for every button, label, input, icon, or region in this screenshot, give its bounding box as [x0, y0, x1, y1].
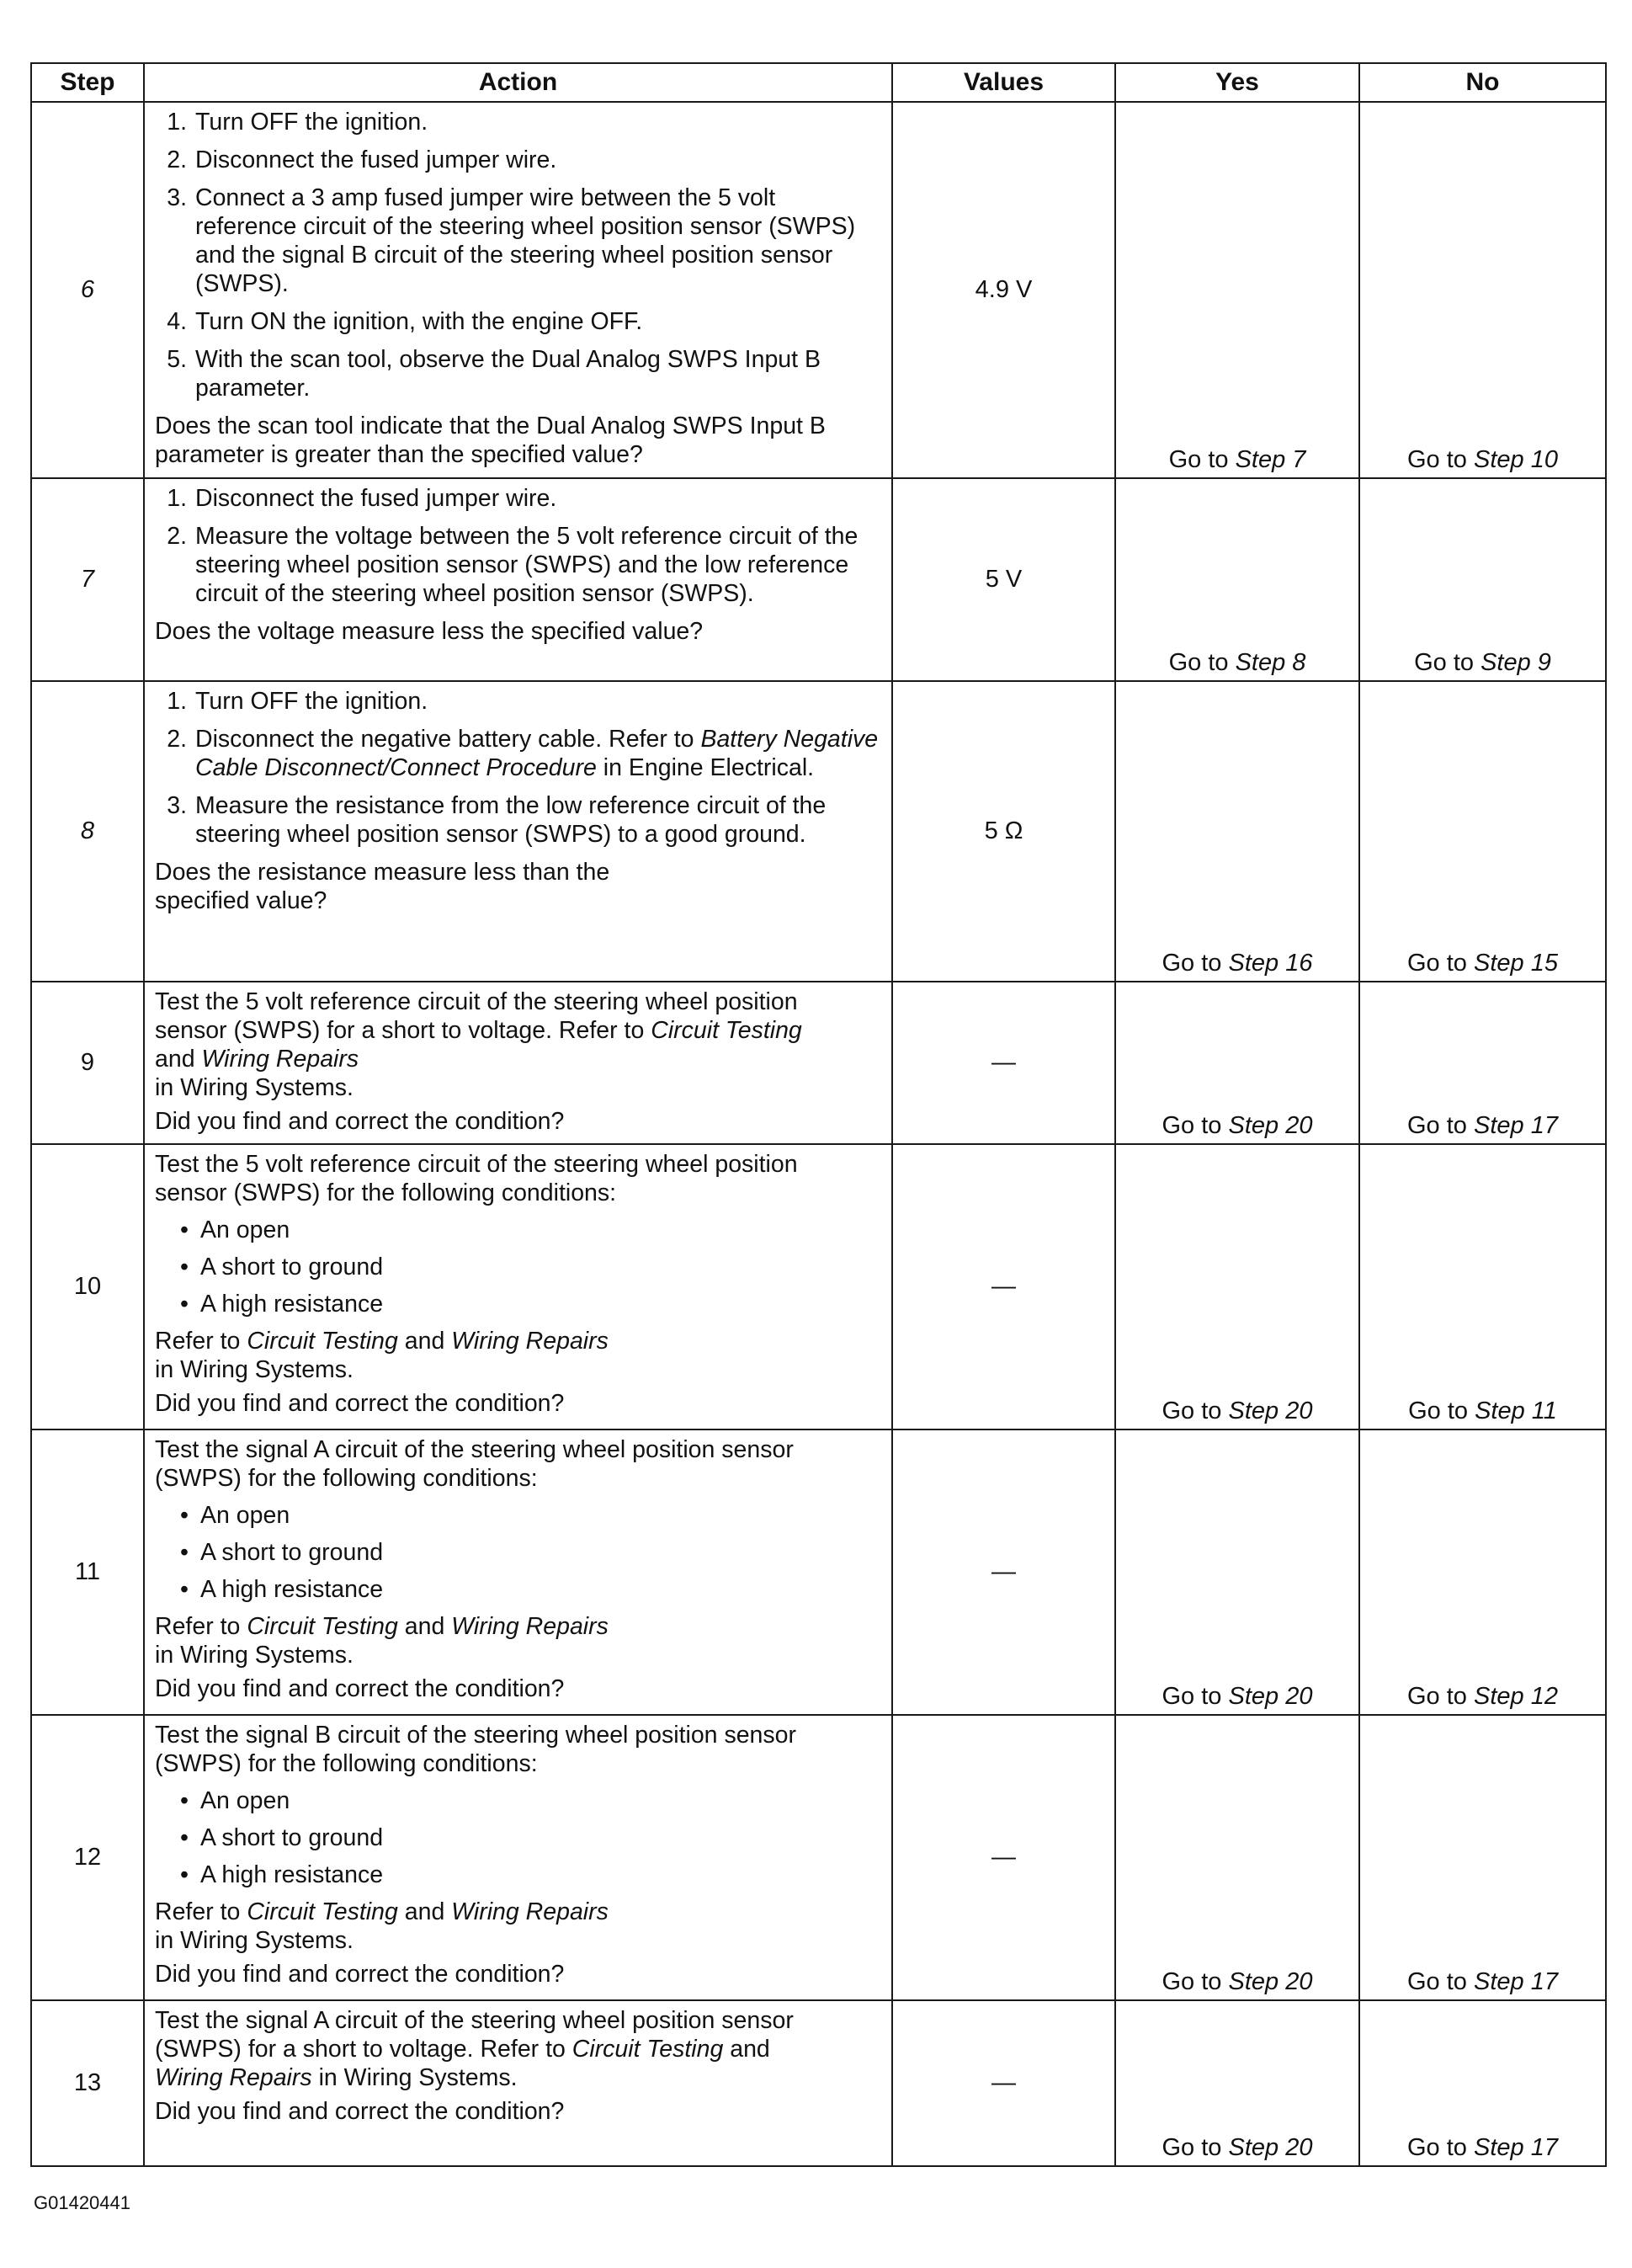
numbered-list [155, 484, 883, 608]
figure-id: G01420441 [34, 2192, 130, 2213]
yes-target: Step 7 [1235, 446, 1306, 473]
yes-target: Step 20 [1228, 1112, 1313, 1139]
no-cell: Go to Step 11 [1359, 1144, 1606, 1429]
refer-text: Refer to Circuit Testing and Wiring Repairs in Wiring Systems. [155, 1328, 609, 1383]
list-item: • A short to ground [180, 1824, 384, 1851]
step-number: 6 [31, 102, 144, 478]
no-target: Step 11 [1475, 1398, 1557, 1424]
refer-text: Refer to Circuit Testing and Wiring Repairs in Wiring Systems. [155, 1613, 609, 1669]
value-cell: — [892, 2000, 1115, 2166]
yes-cell: Go to Step 16 [1115, 681, 1359, 982]
action-text: Test the signal A circuit of the steering wheel position sensor (SWPS) for the following conditions: [155, 1436, 794, 1492]
value-cell: 5 V [892, 478, 1115, 681]
table-row [31, 102, 1606, 478]
no-target: Step 12 [1474, 1683, 1558, 1710]
table-row [31, 1429, 1606, 1715]
action-cell [144, 982, 892, 1144]
condition-list [155, 1216, 883, 1318]
step-number: 8 [31, 681, 144, 982]
value-cell: — [892, 982, 1115, 1144]
list-item: 2. Measure the voltage between the 5 volt reference circuit of the steering wheel position sensor (SWPS) and the low reference circuit of the steering wheel position sensor (SWPS). [167, 523, 859, 607]
value-cell: — [892, 1144, 1115, 1429]
action-text: Test the 5 volt reference circuit of the steering wheel position sensor (SWPS) for the following conditions: [155, 1151, 798, 1206]
yes-target: Step 16 [1228, 950, 1313, 977]
list-item: 2. Disconnect the negative battery cable. Refer to Battery Negative Cable Disconnect/Connect Procedure in Engine Electrical. [167, 726, 879, 781]
numbered-list [155, 687, 883, 849]
action-cell [144, 1715, 892, 2000]
action-cell [144, 1429, 892, 1715]
step-number: 12 [31, 1715, 144, 2000]
list-item: 2. Disconnect the fused jumper wire. [167, 146, 557, 173]
list-item: 1. Disconnect the fused jumper wire. [167, 485, 557, 512]
table-row [31, 1715, 1606, 2000]
action-text: Test the 5 volt reference circuit of the steering wheel position sensor (SWPS) for a short to voltage. Refer to Circuit Testing and Wiring Repairs in Wiring Systems. [155, 988, 802, 1101]
table-row [31, 1144, 1606, 1429]
refer-text: Refer to Circuit Testing and Wiring Repairs in Wiring Systems. [155, 1898, 609, 1954]
header-row [31, 63, 1606, 102]
yes-cell: Go to Step 20 [1115, 1715, 1359, 2000]
step-number: 11 [31, 1429, 144, 1715]
list-item: • An open [180, 1217, 290, 1243]
action-cell [144, 478, 892, 681]
value-cell: 5 Ω [892, 681, 1115, 982]
action-text: Test the signal B circuit of the steering wheel position sensor (SWPS) for the following conditions: [155, 1722, 796, 1777]
question-text: Does the scan tool indicate that the Dual Analog SWPS Input B parameter is greater than the specified value? [155, 413, 826, 468]
question-text: Did you find and correct the condition? [155, 1108, 565, 1135]
question-text: Did you find and correct the condition? [155, 1961, 565, 1988]
yes-target: Step 20 [1228, 1683, 1313, 1710]
yes-cell: Go to Step 7 [1115, 102, 1359, 478]
table-row [31, 2000, 1606, 2166]
list-item: • An open [180, 1787, 290, 1814]
step-number: 9 [31, 982, 144, 1144]
yes-cell: Go to Step 20 [1115, 982, 1359, 1144]
no-cell: Go to Step 15 [1359, 681, 1606, 982]
yes-cell: Go to Step 8 [1115, 478, 1359, 681]
value-cell: — [892, 1429, 1115, 1715]
header-yes: Yes [1115, 63, 1359, 102]
list-item: • An open [180, 1502, 290, 1529]
header-values: Values [892, 63, 1115, 102]
list-item: • A high resistance [180, 1861, 384, 1888]
question-text: Did you find and correct the condition? [155, 2098, 565, 2125]
diagnostic-table [30, 62, 1607, 2167]
question-text: Did you find and correct the condition? [155, 1390, 565, 1417]
action-text: Test the signal A circuit of the steering wheel position sensor (SWPS) for a short to voltage. Refer to Circuit Testing and Wiring Repairs in Wiring Systems. [155, 2007, 794, 2091]
no-target: Step 15 [1474, 950, 1558, 977]
table-row [31, 982, 1606, 1144]
yes-target: Step 8 [1235, 649, 1306, 676]
no-cell: Go to Step 10 [1359, 102, 1606, 478]
value-cell: 4.9 V [892, 102, 1115, 478]
table-row [31, 681, 1606, 982]
action-cell [144, 102, 892, 478]
list-item: • A short to ground [180, 1254, 384, 1280]
condition-list [155, 1501, 883, 1604]
action-cell [144, 1144, 892, 1429]
no-target: Step 17 [1474, 1968, 1558, 1995]
numbered-list [155, 108, 883, 402]
no-target: Step 17 [1474, 2134, 1558, 2161]
step-number: 7 [31, 478, 144, 681]
yes-target: Step 20 [1228, 1968, 1313, 1995]
yes-cell: Go to Step 20 [1115, 1144, 1359, 1429]
step-number: 10 [31, 1144, 144, 1429]
table-row [31, 478, 1606, 681]
question-text: Does the voltage measure less the specified value? [155, 618, 704, 645]
yes-cell: Go to Step 20 [1115, 1429, 1359, 1715]
list-item: 5. With the scan tool, observe the Dual Analog SWPS Input B parameter. [167, 346, 821, 402]
list-item: 1. Turn OFF the ignition. [167, 109, 428, 136]
condition-list [155, 1786, 883, 1889]
list-item: • A high resistance [180, 1291, 384, 1318]
header-step: Step [31, 63, 144, 102]
yes-target: Step 20 [1228, 1398, 1313, 1424]
no-target: Step 10 [1474, 446, 1558, 473]
list-item: • A short to ground [180, 1539, 384, 1566]
reference-link: Battery Negative Cable Disconnect/Connect Procedure [195, 726, 879, 781]
yes-target: Step 20 [1228, 2134, 1313, 2161]
no-cell: Go to Step 17 [1359, 2000, 1606, 2166]
list-item: • A high resistance [180, 1576, 384, 1603]
list-item: 3. Connect a 3 amp fused jumper wire between the 5 volt reference circuit of the steering wheel position sensor (SWPS) and the signal B circuit of the steering wheel position sensor (SWPS). [167, 184, 856, 297]
question-text: Does the resistance measure less than the specified value? [155, 859, 610, 914]
yes-cell: Go to Step 20 [1115, 2000, 1359, 2166]
header-no: No [1359, 63, 1606, 102]
list-item: 1. Turn OFF the ignition. [167, 688, 428, 715]
header-action: Action [144, 63, 892, 102]
no-target: Step 17 [1474, 1112, 1558, 1139]
action-cell [144, 681, 892, 982]
question-text: Did you find and correct the condition? [155, 1675, 565, 1702]
no-cell: Go to Step 9 [1359, 478, 1606, 681]
value-cell: — [892, 1715, 1115, 2000]
no-cell: Go to Step 17 [1359, 1715, 1606, 2000]
no-cell: Go to Step 12 [1359, 1429, 1606, 1715]
no-target: Step 9 [1480, 649, 1551, 676]
action-cell [144, 2000, 892, 2166]
step-number: 13 [31, 2000, 144, 2166]
list-item: 4. Turn ON the ignition, with the engine OFF. [167, 308, 643, 335]
no-cell: Go to Step 17 [1359, 982, 1606, 1144]
list-item: 3. Measure the resistance from the low reference circuit of the steering wheel position sensor (SWPS) to a good ground. [167, 792, 827, 848]
